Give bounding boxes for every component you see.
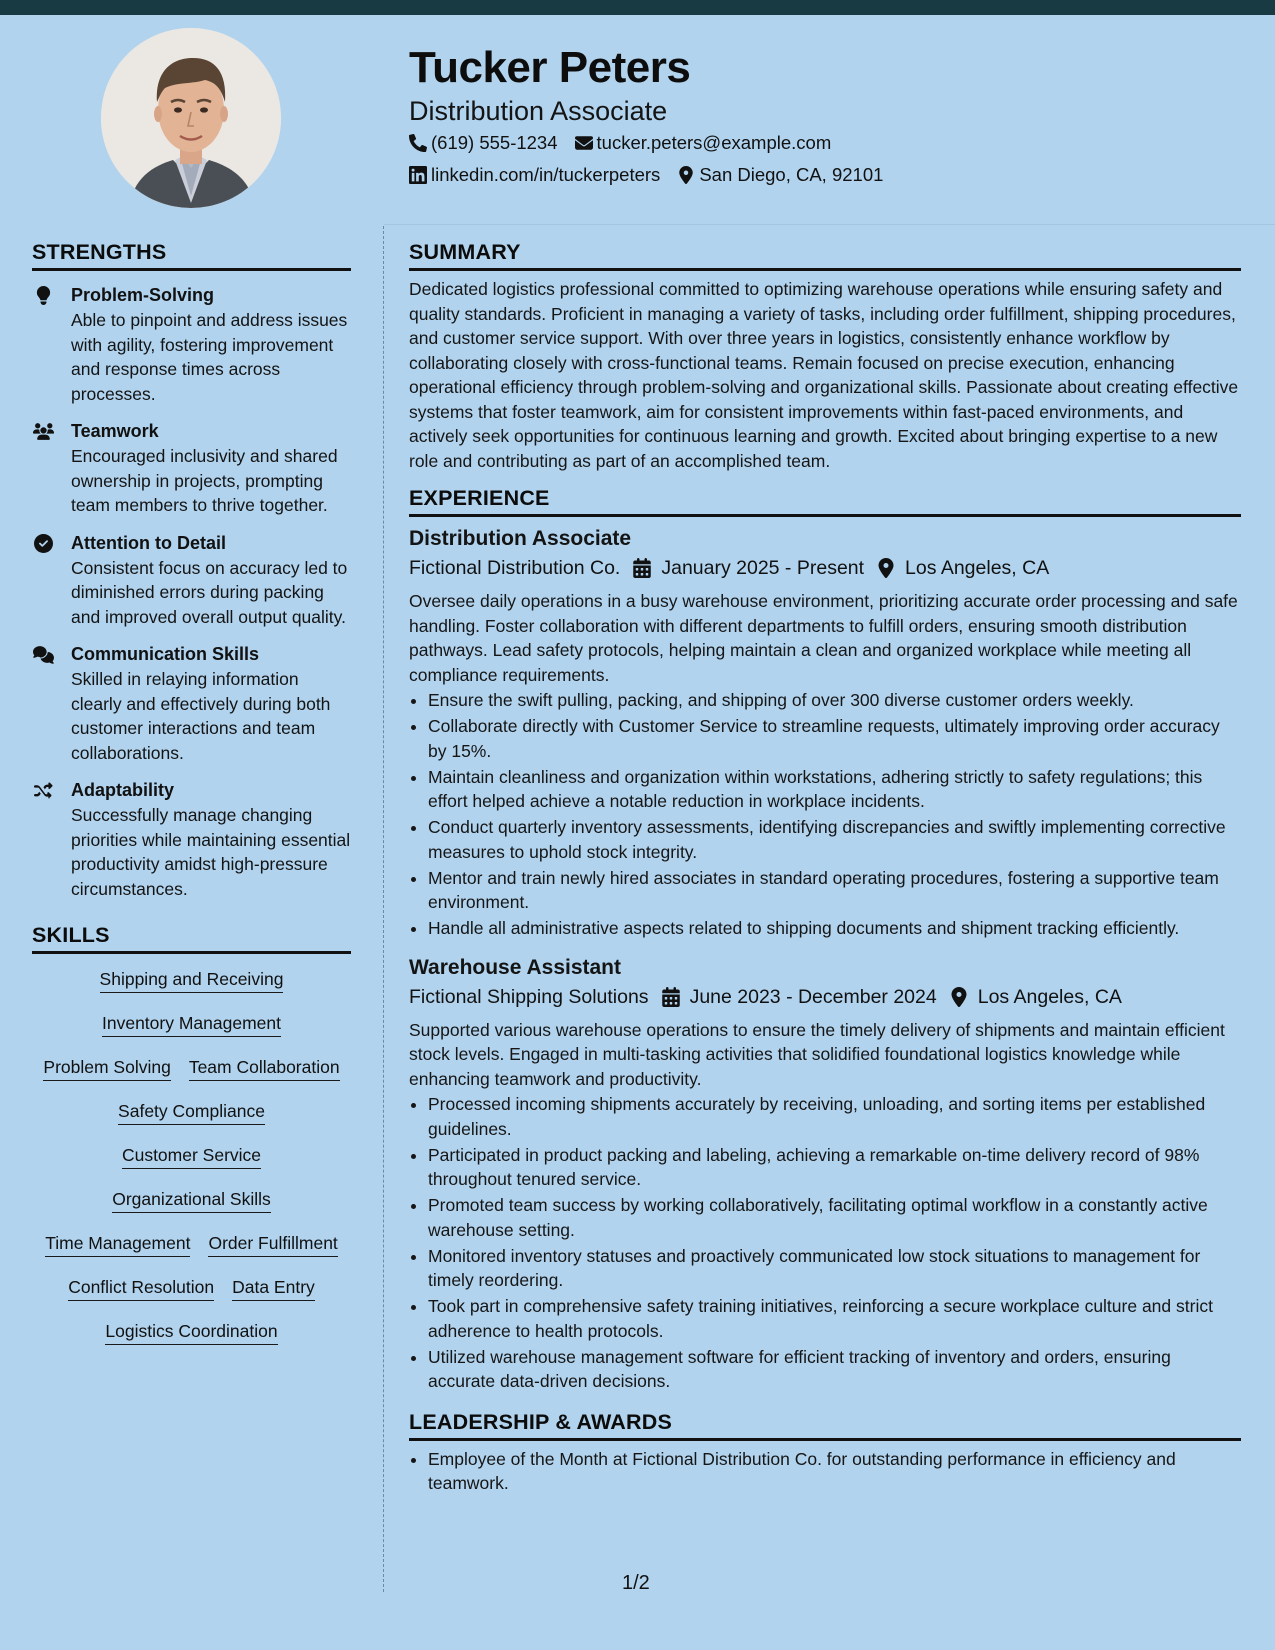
skills-list bbox=[32, 968, 351, 1364]
skill-tag: Organizational Skills bbox=[112, 1188, 271, 1213]
job-description: Oversee daily operations in a busy warehouse environment, prioritizing accurate order processing and safe handling. Foster collaboration with different departments to fulfill orders, ensuring smooth distribution pathways. Lead safety protocols, helping maintain a clean and organized workplace while meeting all compliance requirements. bbox=[409, 591, 1238, 685]
strengths-list bbox=[32, 283, 351, 901]
strength-title: Teamwork bbox=[71, 421, 159, 441]
strengths-heading: STRENGTHS bbox=[32, 238, 351, 271]
list-item: • Took part in comprehensive safety training initiatives, reinforcing a secure workplace culture and strict adherence to health protocols. bbox=[428, 1294, 1241, 1343]
awards-list bbox=[409, 1447, 1241, 1496]
skills-heading: SKILLS bbox=[32, 921, 351, 954]
skill-tag: Shipping and Receiving bbox=[100, 968, 284, 993]
page-number: 1/2 bbox=[622, 1572, 650, 1594]
job-achievements bbox=[409, 1092, 1241, 1394]
map-pin-icon bbox=[877, 558, 895, 578]
list-item: • Handle all administrative aspects related to shipping documents and shipment tracking efficiently. bbox=[428, 916, 1241, 941]
summary-section bbox=[409, 238, 1241, 473]
linkedin-text: linkedin.com/in/tuckerpeters bbox=[431, 164, 661, 185]
job-dates-text: January 2025 - Present bbox=[661, 557, 865, 579]
strength-title: Attention to Detail bbox=[71, 532, 226, 553]
strength-item bbox=[32, 778, 351, 901]
job-company: Fictional Distribution Co. bbox=[409, 557, 621, 579]
candidate-title: Distribution Associate bbox=[409, 96, 668, 126]
map-pin-icon bbox=[677, 166, 695, 184]
phone-text: (619) 555-1234 bbox=[431, 132, 558, 153]
shuffle-icon bbox=[32, 781, 54, 801]
calendar-icon bbox=[662, 987, 680, 1007]
left-column bbox=[32, 238, 351, 1364]
job-entry bbox=[409, 954, 1241, 1394]
phone-icon bbox=[409, 134, 427, 152]
job-meta bbox=[409, 982, 1241, 1012]
strength-description: Encouraged inclusivity and shared ownership in projects, prompting team members to thrive together. bbox=[71, 446, 338, 515]
list-item: • Ensure the swift pulling, packing, and shipping of over 300 diverse customer orders weekly. bbox=[428, 688, 1241, 713]
job-location bbox=[950, 982, 1122, 1012]
skill-tag: Order Fulfillment bbox=[208, 1232, 337, 1257]
job-company: Fictional Shipping Solutions bbox=[409, 985, 649, 1008]
header-separator bbox=[384, 224, 1275, 225]
list-item: • Processed incoming shipments accurately by receiving, unloading, and sorting items per established guidelines. bbox=[428, 1092, 1241, 1141]
skill-tag: Inventory Management bbox=[102, 1012, 281, 1037]
strength-description: Consistent focus on accuracy led to diminished errors during packing and improved overall output quality. bbox=[71, 557, 348, 627]
job-description: Supported various warehouse operations to ensure the timely delivery of shipments and maintain efficient stock levels. Engaged in multi-tasking activities that solidified foundational logistics knowledge while enhancing teamwork and productivity. bbox=[409, 1019, 1225, 1089]
list-item: • Mentor and train newly hired associates in standard operating procedures, fostering a supportive team environment. bbox=[428, 866, 1241, 915]
awards-heading: LEADERSHIP & AWARDS bbox=[409, 1408, 1241, 1441]
strength-item bbox=[32, 531, 351, 630]
contact-row-2 bbox=[409, 159, 1239, 191]
awards-section bbox=[409, 1408, 1241, 1496]
job-achievements bbox=[409, 688, 1241, 941]
check-circle-icon bbox=[32, 534, 54, 554]
linkedin-contact[interactable] bbox=[409, 159, 660, 191]
strength-description: Skilled in relaying information clearly and effectively during both customer interactions and team collaborations. bbox=[71, 669, 331, 763]
experience-heading: EXPERIENCE bbox=[409, 484, 1241, 517]
job-location-text: Los Angeles, CA bbox=[905, 557, 1050, 579]
job-dates bbox=[633, 553, 864, 583]
users-icon bbox=[32, 422, 54, 442]
strength-item bbox=[32, 642, 351, 765]
experience-section bbox=[409, 484, 1241, 1394]
location-contact bbox=[677, 159, 883, 191]
summary-heading: SUMMARY bbox=[409, 238, 1241, 271]
skill-tag: Conflict Resolution bbox=[68, 1276, 214, 1301]
job-role: Warehouse Assistant bbox=[409, 955, 621, 979]
list-item: • Collaborate directly with Customer Service to streamline requests, ultimately improving order accuracy by 15%. bbox=[428, 714, 1241, 763]
job-location-text: Los Angeles, CA bbox=[977, 985, 1122, 1008]
email-text: tucker.peters@example.com bbox=[596, 132, 832, 153]
comments-icon bbox=[32, 645, 54, 665]
strength-description: Successfully manage changing priorities while maintaining essential productivity amidst high-pressure circumstances. bbox=[71, 805, 351, 899]
column-divider bbox=[383, 226, 384, 1592]
top-bar bbox=[0, 0, 1275, 15]
skill-tag: Safety Compliance bbox=[118, 1100, 265, 1125]
job-meta bbox=[409, 553, 1241, 583]
list-item: • Conduct quarterly inventory assessments, identifying discrepancies and swiftly implementing corrective measures to uphold stock integrity. bbox=[428, 815, 1241, 864]
linkedin-icon bbox=[409, 166, 427, 184]
right-column bbox=[409, 238, 1241, 1507]
skill-tag: Customer Service bbox=[122, 1144, 261, 1169]
list-item: • Utilized warehouse management software for efficient tracking of inventory and orders, ensuring accurate data-driven decisions. bbox=[428, 1345, 1241, 1394]
skill-tag: Data Entry bbox=[232, 1276, 315, 1301]
job-dates bbox=[662, 982, 937, 1012]
job-role: Distribution Associate bbox=[409, 527, 632, 550]
list-item: • Employee of the Month at Fictional Distribution Co. for outstanding performance in efficiency and teamwork. bbox=[428, 1447, 1241, 1496]
contact-row-1 bbox=[409, 127, 1239, 159]
list-item: • Participated in product packing and labeling, achieving a remarkable on-time delivery record of 98% throughout tenured service. bbox=[428, 1143, 1241, 1192]
list-item: • Promoted team success by working collaboratively, facilitating optimal workflow in a constantly active warehouse setting. bbox=[428, 1193, 1241, 1242]
strength-title: Adaptability bbox=[71, 780, 175, 800]
lightbulb-icon bbox=[32, 286, 54, 306]
job-dates-text: June 2023 - December 2024 bbox=[689, 985, 937, 1008]
email-contact[interactable] bbox=[575, 127, 832, 159]
strength-item bbox=[32, 283, 351, 406]
list-item: • Maintain cleanliness and organization within workstations, adhering strictly to safety regulations; this effort helped achieve a notable reduction in workplace incidents. bbox=[428, 765, 1241, 814]
summary-text: Dedicated logistics professional committed to optimizing warehouse operations while ensuring safety and quality standards. Proficient in managing a variety of tasks, including order fulfillment, shipping procedures, and customer service support. With over three years in logistics, consistently enhance workflow by collaborating closely with cross-functional teams. Remain focused on precise execution, enhancing operational efficiency through problem-solving and organizational skills. Passionate about creating effective systems that foster teamwork, aim for consistent improvements within fast-paced environments, and actively seek opportunities for continuous learning and growth. Excited about bringing expertise to a new role and contributing as part of an accomplished team. bbox=[409, 279, 1239, 471]
map-pin-icon bbox=[950, 987, 968, 1007]
phone-contact[interactable] bbox=[409, 127, 558, 159]
resume-header bbox=[409, 40, 1239, 191]
skill-tag: Logistics Coordination bbox=[105, 1320, 277, 1345]
location-text: San Diego, CA, 92101 bbox=[699, 164, 884, 185]
envelope-icon bbox=[575, 134, 593, 152]
skill-tag: Team Collaboration bbox=[189, 1056, 340, 1081]
calendar-icon bbox=[633, 558, 651, 578]
skill-tag: Time Management bbox=[45, 1232, 190, 1257]
strength-title: Problem-Solving bbox=[71, 285, 215, 305]
job-entry bbox=[409, 525, 1241, 941]
skill-tag: Problem Solving bbox=[43, 1056, 170, 1081]
list-item: • Monitored inventory statuses and proactively communicated low stock situations to management for timely reordering. bbox=[428, 1244, 1241, 1293]
strength-description: Able to pinpoint and address issues with agility, fostering improvement and response times across processes. bbox=[71, 310, 348, 404]
strength-title: Communication Skills bbox=[71, 644, 260, 664]
candidate-name: Tucker Peters bbox=[409, 43, 691, 92]
strength-item bbox=[32, 419, 351, 518]
profile-photo bbox=[101, 28, 281, 208]
job-location bbox=[877, 553, 1049, 583]
